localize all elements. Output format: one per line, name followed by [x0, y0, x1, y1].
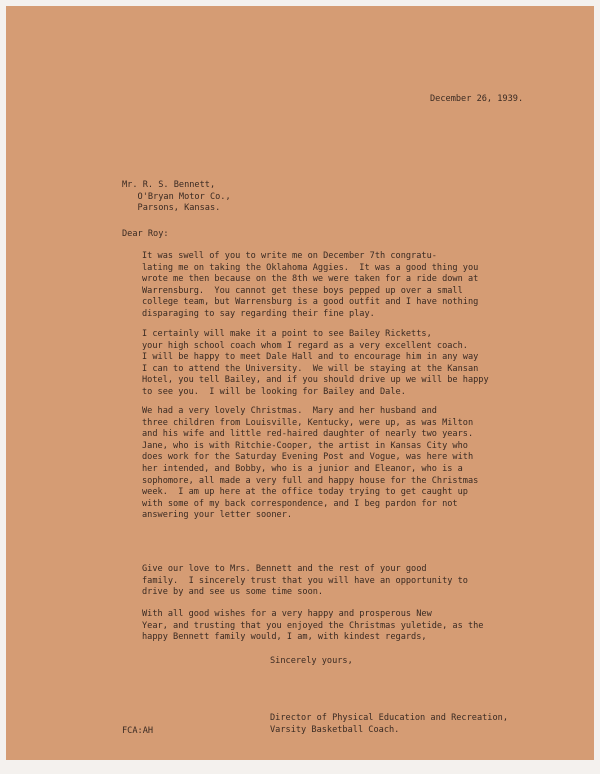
paragraph-5 [142, 609, 483, 644]
title-line: Director of Physical Education and Recreation, [270, 713, 508, 723]
closing: Sincerely yours, [270, 656, 353, 666]
paragraph-line: drive by and see us some time soon. [142, 587, 324, 598]
paragraph-line: sophomore, all made a very full and happy house for the Christmas [142, 475, 479, 486]
paragraph-line: your high school coach whom I regard as a very excellent coach. [142, 340, 468, 351]
paragraph-line: family. I sincerely trust that you will have an opportunity to [142, 575, 468, 586]
paragraph-line: lating me on taking the Oklahoma Aggies. It was a good thing you [142, 262, 479, 273]
paragraph-line: wrote me then because on the 8th we were taken for a ride down at [142, 274, 479, 285]
paragraph-line: Jane, who is with Ritchie-Cooper, the artist in Kansas City who [142, 440, 468, 451]
paragraph-line: happy Bennett family would, I am, with kindest regards, [142, 632, 427, 643]
typist-initials: FCA:AH [122, 726, 154, 736]
title-line: Varsity Basketball Coach. [270, 724, 400, 735]
recipient-address [122, 180, 231, 215]
paragraph-line: three children from Louisville, Kentucky, were up, as was Milton [142, 417, 474, 428]
paragraph-line: Hotel, you tell Bailey, and if you should drive up we will be happy [142, 375, 489, 386]
paragraph-line: We had a very lovely Christmas. Mary and her husband and [142, 406, 437, 416]
letter-date: December 26, 1939. [430, 94, 524, 104]
address-line: Mr. R. S. Bennett, [122, 180, 216, 190]
paragraph-line: her intended, and Bobby, who is a junior and Eleanor, who is a [142, 463, 463, 474]
paragraph-line: disparaging to say regarding their fine play. [142, 308, 375, 319]
paragraph-line: It was swell of you to write me on December 7th congratu- [142, 251, 437, 261]
paragraph-line: week. I am up here at the office today trying to get caught up [142, 487, 468, 498]
paragraph-1 [142, 251, 478, 321]
paragraph-line: I will be happy to meet Dale Hall and to encourage him in any way [142, 352, 479, 363]
paragraph-line: With all good wishes for a very happy and prosperous New [142, 609, 432, 619]
paragraph-4 [142, 564, 468, 599]
paragraph-2 [142, 329, 489, 399]
paragraph-line: to see you. I will be looking for Bailey and Dale. [142, 386, 406, 397]
paragraph-line: does work for the Saturday Evening Post and Vogue, was here with [142, 452, 474, 463]
paragraph-line: Give our love to Mrs. Bennett and the rest of your good [142, 564, 427, 574]
paragraph-line: I certainly will make it a point to see Bailey Ricketts, [142, 329, 432, 339]
address-line: Parsons, Kansas. [122, 203, 221, 214]
address-line: O'Bryan Motor Co., [122, 191, 231, 202]
paragraph-line: and his wife and little red-haired daughter of nearly two years. [142, 429, 474, 440]
salutation: Dear Roy: [122, 229, 169, 239]
paragraph-line: college team, but Warrensburg is a good outfit and I have nothing [142, 297, 479, 308]
paragraph-line: I can to attend the University. We will be staying at the Kansan [142, 363, 479, 374]
signature-title [270, 713, 508, 736]
paragraph-line: answering your letter sooner. [142, 510, 293, 521]
paragraph-3 [142, 406, 478, 522]
paragraph-line: with some of my back correspondence, and I beg pardon for not [142, 498, 458, 509]
paragraph-line: Warrensburg. You cannot get these boys pepped up over a small [142, 285, 463, 296]
paragraph-line: Year, and trusting that you enjoyed the Christmas yuletide, as the [142, 620, 484, 631]
